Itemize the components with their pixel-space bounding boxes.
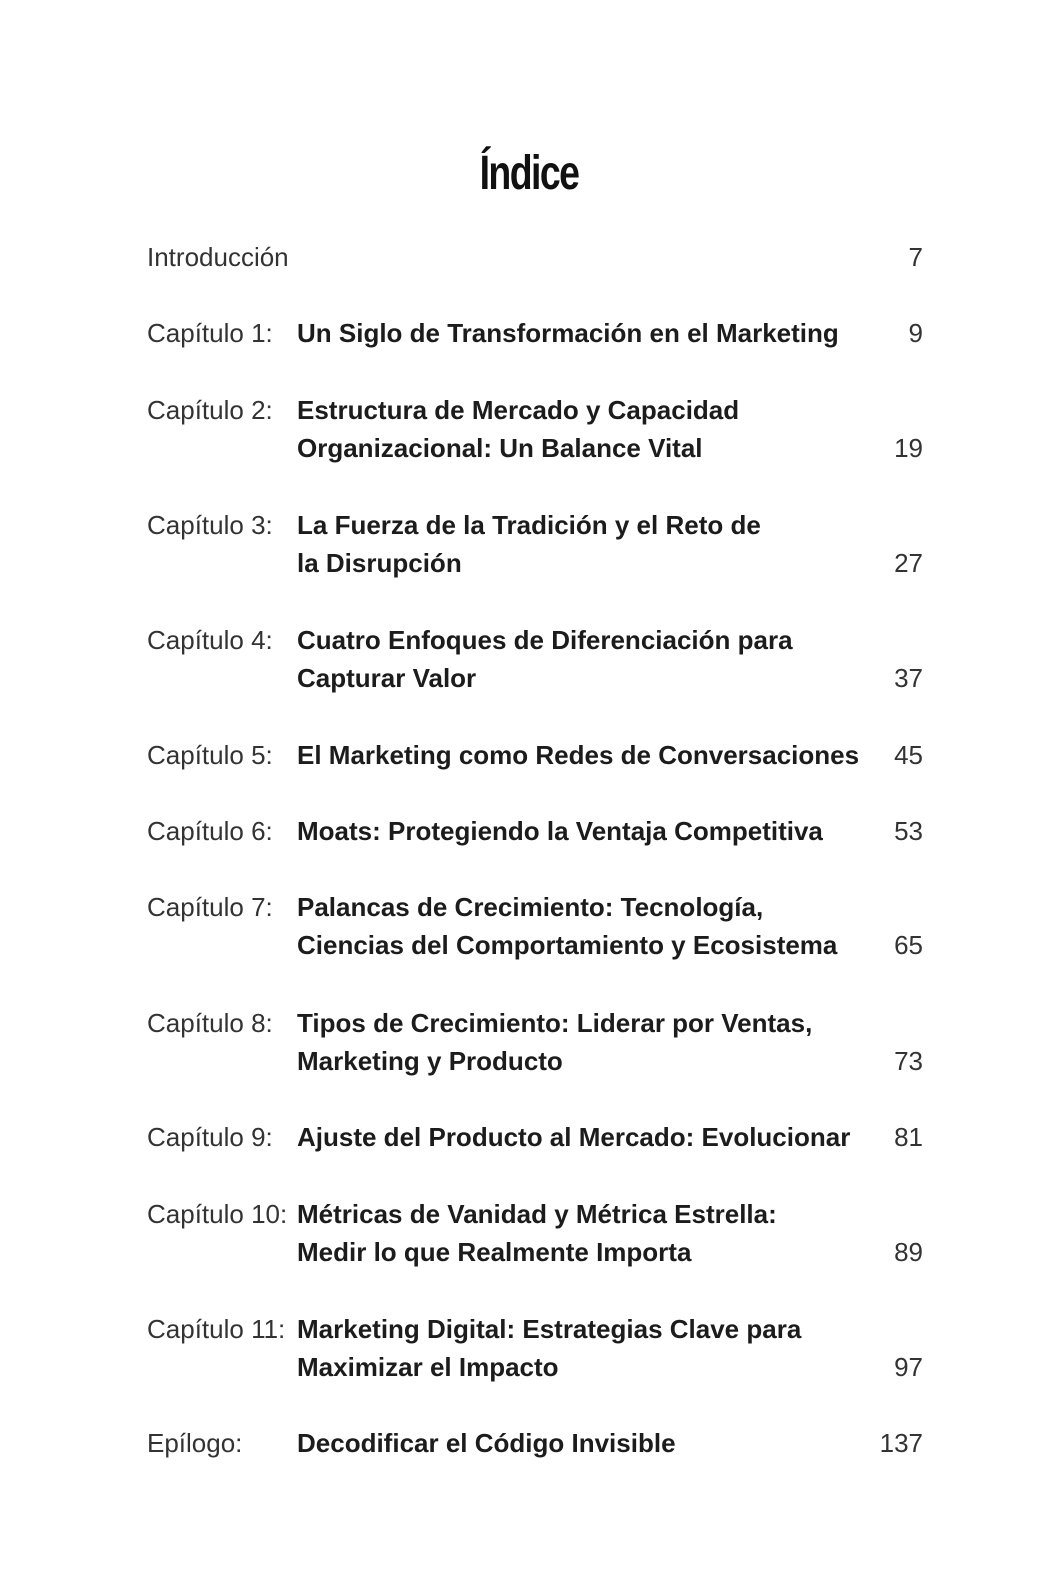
toc-entry-page-number: 9 (908, 318, 923, 348)
toc-entry-page-number: 73 (894, 1046, 923, 1076)
toc-entry-page-number: 97 (894, 1352, 923, 1382)
toc-entry-title (297, 1195, 857, 1271)
toc-entry-title (297, 621, 857, 697)
toc-entry-title-line: Moats: Protegiendo la Ventaja Competitiva (297, 816, 823, 846)
toc-entry-title-line: la Disrupción (297, 548, 462, 578)
toc-entry-title-line: Capturar Valor (297, 663, 477, 693)
toc-entry-label: Capítulo 10: (147, 1199, 288, 1229)
toc-entry-title-line: Medir lo que Realmente Importa (297, 1237, 692, 1267)
toc-entry-title (297, 1004, 857, 1080)
toc-entry-label: Capítulo 9: (147, 1122, 273, 1152)
toc-entry-label: Capítulo 7: (147, 892, 273, 922)
toc-entry-page-number: 89 (894, 1237, 923, 1267)
toc-entry-label: Capítulo 8: (147, 1008, 273, 1038)
toc-entry-title (297, 314, 857, 352)
toc-entry-page-number: 81 (894, 1122, 923, 1152)
toc-entry-title (297, 506, 857, 582)
toc-entry-title-line: Tipos de Crecimiento: Liderar por Ventas, (297, 1008, 813, 1038)
toc-entry-label: Capítulo 2: (147, 395, 273, 425)
toc-entry-title-line: Organizacional: Un Balance Vital (297, 433, 703, 463)
toc-entry-page-number: 37 (894, 663, 923, 693)
toc-entry-title-line: Métricas de Vanidad y Métrica Estrella: (297, 1199, 777, 1229)
toc-entry-title-line: Cuatro Enfoques de Diferenciación para (297, 625, 793, 655)
toc-entry-title (297, 1310, 857, 1386)
toc-entry-page-number: 53 (894, 816, 923, 846)
toc-entry-title-line: Ciencias del Comportamiento y Ecosistema (297, 930, 838, 960)
toc-entry-title-line: Palancas de Crecimiento: Tecnología, (297, 892, 764, 922)
toc-entry-title (297, 391, 857, 467)
toc-entry-label: Capítulo 1: (147, 318, 273, 348)
toc-entry-label: Introducción (147, 242, 289, 272)
toc-entry-title (297, 736, 860, 774)
toc-entry-label: Capítulo 11: (147, 1314, 286, 1344)
toc-entry-title-line: Ajuste del Producto al Mercado: Evolucionar (297, 1122, 851, 1152)
toc-entry-label: Capítulo 4: (147, 625, 273, 655)
toc-entry-title (297, 812, 857, 850)
toc-entry-title (297, 888, 857, 964)
toc-entry-title-line: La Fuerza de la Tradición y el Reto de (297, 510, 761, 540)
toc-entry-page-number: 45 (894, 740, 923, 770)
toc-entry-title-line: Marketing Digital: Estrategias Clave para (297, 1314, 802, 1344)
toc-entry-title (297, 1118, 857, 1156)
toc-entry-label: Epílogo: (147, 1428, 243, 1458)
toc-entry-page-number: 27 (894, 548, 923, 578)
toc-entry-title-line: Un Siglo de Transformación en el Marketing (297, 318, 839, 348)
toc-entry-title-line: El Marketing como Redes de Conversaciones (297, 740, 860, 770)
toc-entry-title (297, 1424, 857, 1462)
toc-entry-page-number: 19 (894, 433, 923, 463)
toc-entry-label: Capítulo 3: (147, 510, 273, 540)
toc-entry-page-number: 137 (879, 1428, 923, 1458)
toc-entry-label: Capítulo 6: (147, 816, 273, 846)
toc-entry-title-line: Maximizar el Impacto (297, 1352, 559, 1382)
toc-entry-page-number: 7 (908, 242, 923, 272)
toc-entry-page-number: 65 (894, 930, 923, 960)
toc-entry-title-line: Decodificar el Código Invisible (297, 1428, 676, 1458)
page-title: Índice (479, 147, 579, 200)
toc-entry-title-line: Marketing y Producto (297, 1046, 563, 1076)
toc-entry-title-line: Estructura de Mercado y Capacidad (297, 395, 740, 425)
toc-entry-label: Capítulo 5: (147, 740, 273, 770)
